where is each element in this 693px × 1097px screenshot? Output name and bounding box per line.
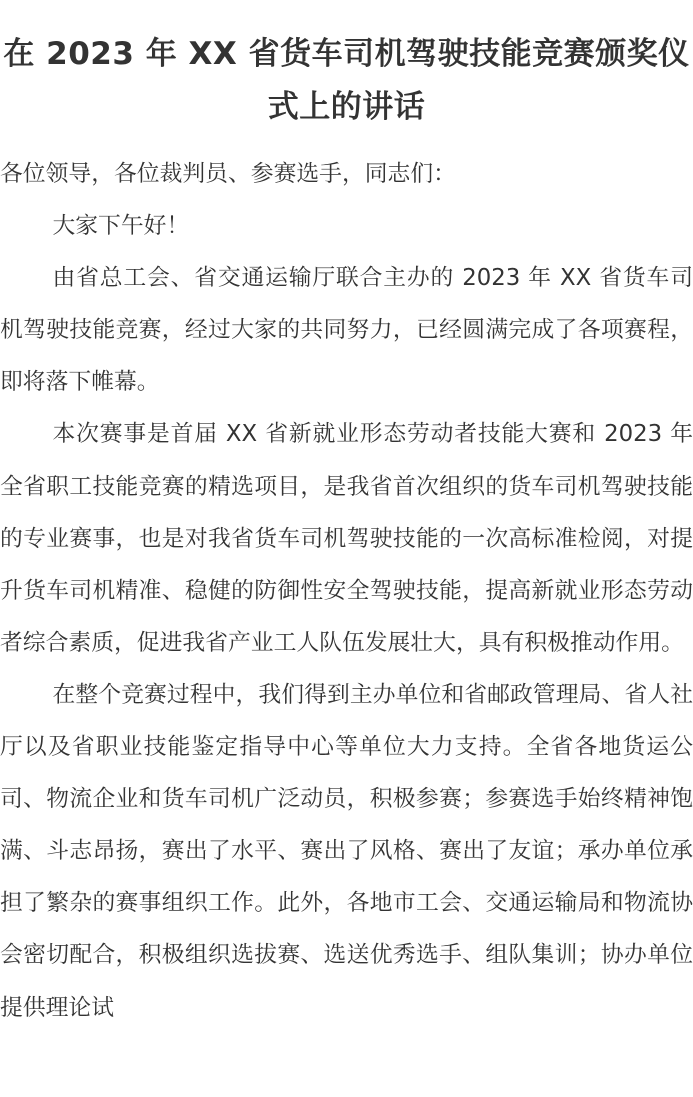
body-paragraph: 在整个竞赛过程中，我们得到主办单位和省邮政管理局、省人社厅以及省职业技能鉴定指导中心等单位大力支持。全省各地货运公司、物流企业和货车司机广泛动员，积极参赛；参赛选手始终精神饱满、斗志昂扬，赛出了水平、赛出了风格、赛出了友谊；承办单位承担了繁杂的赛事组织工作。此外，各地市工会、交通运输局和物流协会密切配合，积极组织选拔赛、选送优秀选手、组队集训；协办单位提供理论试: [0, 681, 693, 1021]
body-paragraph: 由省总工会、省交通运输厅联合主办的 2023 年 XX 省货车司机驾驶技能竞赛，经过大家的共同努力，已经圆满完成了各项赛程，即将落下帷幕。: [0, 265, 693, 396]
document-body: [0, 148, 693, 1034]
greeting-paragraph: 大家下午好！: [52, 213, 190, 240]
salutation-paragraph: 各位领导，各位裁判员、参赛选手，同志们：: [0, 161, 456, 187]
body-paragraph: 本次赛事是首届 XX 省新就业形态劳动者技能大赛和 2023 年全省职工技能竞赛的精选项目，是我省首次组织的货车司机驾驶技能的专业赛事，也是对我省货车司机驾驶技能的一次高标准检阅，对提升货车司机精准、稳健的防御性安全驾驶技能，提高新就业形态劳动者综合素质，促进我省产业工人队伍发展壮大，具有积极推动作用。: [0, 421, 693, 656]
document-title: 在 2023 年 XX 省货车司机驾驶技能竞赛颁奖仪式上的讲话: [3, 36, 690, 125]
